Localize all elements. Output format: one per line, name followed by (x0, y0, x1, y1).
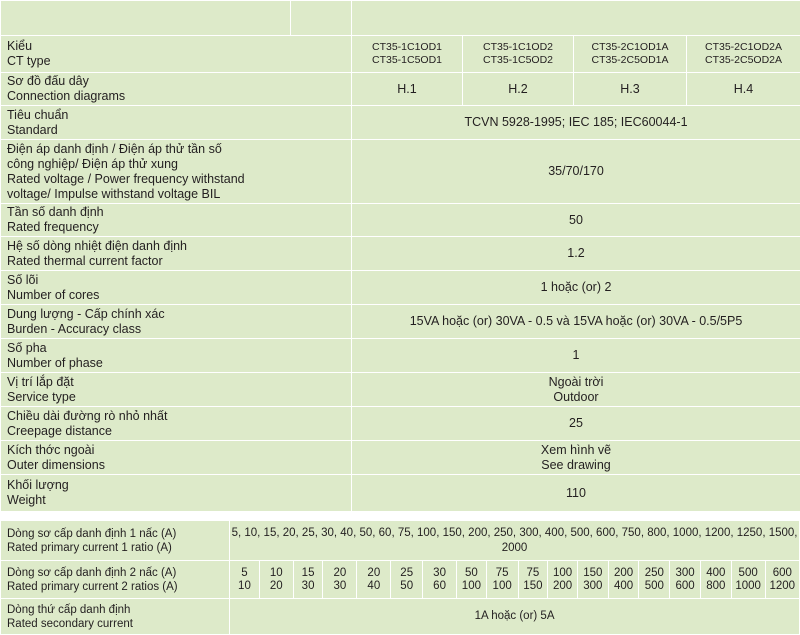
label-en: Rated primary current 1 ratio (A) (7, 541, 229, 555)
row-number-of-phase (1, 339, 800, 373)
row-number-of-cores (1, 271, 800, 305)
ratio-high: 10 (230, 580, 259, 593)
label-vi: Chiều dài đường rò nhỏ nhất (7, 409, 351, 424)
ratio-low: 15 (294, 567, 323, 580)
ratio-high: 150 (519, 580, 548, 593)
row-label (1, 237, 352, 271)
ratio-pair (577, 561, 608, 599)
row-burden-accuracy (1, 305, 800, 339)
ratio-pair (518, 561, 548, 599)
row-value: 5, 10, 15, 20, 25, 30, 40, 50, 60, 75, 100, 150, 200, 250, 300, 400, 500, 600, 750, 800, 1000, 1200, 1250, 1500, 2000 (230, 521, 800, 561)
label-vi: Dung lượng - Cấp chính xác (7, 307, 351, 322)
ratio-pair (486, 561, 518, 599)
diagram-cell: H.4 (687, 73, 800, 106)
ratio-pair (259, 561, 293, 599)
ratio-high: 100 (487, 580, 518, 593)
ct-code: CT35-2C5OD1A (574, 54, 686, 67)
label-en: CT type (7, 54, 351, 69)
header-cell-left (1, 1, 291, 36)
diagram-cell: H.3 (574, 73, 687, 106)
ratio-low: 20 (357, 567, 390, 580)
ratio-low: 250 (639, 567, 669, 580)
ratio-pair (230, 561, 260, 599)
ratio-pair (357, 561, 391, 599)
ratio-low: 25 (391, 567, 422, 580)
ct-code: CT35-1C5OD2 (463, 54, 573, 67)
row-value: 15VA hoặc (or) 30VA - 0.5 và 15VA hoặc (or) 30VA - 0.5/5P5 (352, 305, 800, 339)
ratio-low: 20 (323, 567, 356, 580)
label-en: Creepage distance (7, 424, 351, 439)
ct-code: CT35-2C5OD2A (687, 54, 800, 67)
row-label (1, 475, 352, 512)
ratio-pair (293, 561, 323, 599)
ct-code: CT35-2C1OD1A (574, 41, 686, 54)
row-label (1, 599, 230, 635)
ratio-pair (639, 561, 670, 599)
label-vi: Khối lượng (7, 478, 351, 493)
row-value: 1.2 (352, 237, 800, 271)
ratio-high: 20 (260, 580, 293, 593)
label-en: Rated thermal current factor (7, 254, 351, 269)
header-cell-right (352, 1, 800, 36)
ratio-high: 100 (457, 580, 486, 593)
ratio-high: 40 (357, 580, 390, 593)
ratio-pair (391, 561, 423, 599)
ratio-low: 30 (423, 567, 456, 580)
ratio-low: 500 (732, 567, 765, 580)
ratio-high: 200 (548, 580, 577, 593)
ct-type-cell-1 (352, 36, 463, 73)
row-label (1, 140, 352, 204)
ratio-high: 1200 (766, 580, 799, 593)
ratio-low: 10 (260, 567, 293, 580)
ratio-low: 200 (609, 567, 639, 580)
row-value (352, 441, 800, 475)
label-en: Outer dimensions (7, 458, 351, 473)
label-en: Rated primary current 2 ratios (A) (7, 580, 229, 594)
row-primary-1-ratio (1, 521, 800, 561)
ct-code: CT35-2C1OD2A (687, 41, 800, 54)
row-label (1, 373, 352, 407)
label-vi: Điện áp danh định / Điện áp thử tần số (7, 142, 351, 157)
ratio-low: 5 (230, 567, 259, 580)
ct-code: CT35-1C1OD2 (463, 41, 573, 54)
ratio-high: 400 (609, 580, 639, 593)
row-creepage-distance (1, 407, 800, 441)
ratio-low: 75 (519, 567, 548, 580)
ratio-pair (423, 561, 457, 599)
ratio-pair (731, 561, 765, 599)
label-vi: Dòng thứ cấp danh định (7, 603, 229, 617)
ratio-low: 400 (701, 567, 731, 580)
ct-type-cell-2 (463, 36, 574, 73)
ratio-high: 50 (391, 580, 422, 593)
row-connection-diagrams (1, 73, 800, 106)
row-outer-dimensions (1, 441, 800, 475)
row-label (1, 339, 352, 373)
label-vi: Kích thớc ngoài (7, 443, 351, 458)
ratio-high: 600 (670, 580, 700, 593)
ratio-pair (700, 561, 731, 599)
ratio-low: 300 (670, 567, 700, 580)
label-en: Burden - Accuracy class (7, 322, 351, 337)
ct-code: CT35-1C1OD1 (352, 41, 462, 54)
label-en: Weight (7, 493, 351, 508)
row-label (1, 36, 352, 73)
ratio-pair (670, 561, 701, 599)
label-vi: Tiêu chuẩn (7, 108, 351, 123)
ratio-pair (323, 561, 357, 599)
value-en: See drawing (352, 458, 800, 473)
row-label (1, 271, 352, 305)
row-service-type (1, 373, 800, 407)
label-vi: Dòng sơ cấp danh định 1 nấc (A) (7, 527, 229, 541)
label-en: Rated voltage / Power frequency withstand (7, 172, 351, 187)
row-value: 1 hoặc (or) 2 (352, 271, 800, 305)
value-en: Outdoor (352, 390, 800, 405)
row-label (1, 73, 352, 106)
row-label (1, 407, 352, 441)
row-value: 25 (352, 407, 800, 441)
row-thermal-factor (1, 237, 800, 271)
ratio-high: 30 (294, 580, 323, 593)
row-value: TCVN 5928-1995; IEC 185; IEC60044-1 (352, 106, 800, 140)
ratio-low: 75 (487, 567, 518, 580)
ratio-low: 150 (578, 567, 608, 580)
ratio-high: 60 (423, 580, 456, 593)
ratio-low: 100 (548, 567, 577, 580)
diagram-cell: H.1 (352, 73, 463, 106)
ratio-high: 1000 (732, 580, 765, 593)
row-ct-type (1, 36, 800, 73)
ratio-high: 300 (578, 580, 608, 593)
ratio-pair (548, 561, 578, 599)
ratio-high: 800 (701, 580, 731, 593)
ratio-high: 500 (639, 580, 669, 593)
ratio-pair (457, 561, 487, 599)
ratio-low: 50 (457, 567, 486, 580)
ct-code: CT35-1C5OD1 (352, 54, 462, 67)
header-cell-mid (291, 1, 352, 36)
row-label (1, 521, 230, 561)
row-weight (1, 475, 800, 512)
label-vi: Sơ đồ đấu dây (7, 74, 351, 89)
row-label (1, 106, 352, 140)
ratio-pair (608, 561, 639, 599)
value-vi: Ngoài trời (352, 375, 800, 390)
label-vi: Hệ số dòng nhiệt điện danh định (7, 239, 351, 254)
label-vi: Vị trí lắp đặt (7, 375, 351, 390)
row-value: 110 (352, 475, 800, 512)
header-row (1, 1, 800, 36)
label-en: Number of phase (7, 356, 351, 371)
diagram-cell: H.2 (463, 73, 574, 106)
label-vi: Số lõi (7, 273, 351, 288)
row-rated-frequency (1, 204, 800, 237)
row-standard (1, 106, 800, 140)
row-value (352, 373, 800, 407)
label-en: Number of cores (7, 288, 351, 303)
ratio-high: 30 (323, 580, 356, 593)
label-en: Rated secondary current (7, 617, 229, 631)
row-primary-2-ratios (1, 561, 800, 599)
label-en: Service type (7, 390, 351, 405)
current-ratings-table (0, 520, 800, 635)
label-en: Standard (7, 123, 351, 138)
label-vi: Tần số danh định (7, 205, 351, 220)
label-vi: Số pha (7, 341, 351, 356)
row-label (1, 441, 352, 475)
row-label (1, 204, 352, 237)
row-secondary-current (1, 599, 800, 635)
row-rated-voltage (1, 140, 800, 204)
label-vi: công nghiệp/ Điện áp thử xung (7, 157, 351, 172)
row-value: 50 (352, 204, 800, 237)
ct-type-cell-3 (574, 36, 687, 73)
value-vi: Xem hình vẽ (352, 443, 800, 458)
label-vi: Dòng sơ cấp danh định 2 nấc (A) (7, 566, 229, 580)
row-value: 1 (352, 339, 800, 373)
label-en: Rated frequency (7, 220, 351, 235)
label-en: Connection diagrams (7, 89, 351, 104)
row-label (1, 305, 352, 339)
row-value: 35/70/170 (352, 140, 800, 204)
row-value: 1A hoặc (or) 5A (230, 599, 800, 635)
ratio-pair (765, 561, 799, 599)
label-vi: Kiểu (7, 39, 351, 54)
label-en: voltage/ Impulse withstand voltage BIL (7, 187, 351, 202)
ratio-low: 600 (766, 567, 799, 580)
ct-type-cell-4 (687, 36, 800, 73)
row-label (1, 561, 230, 599)
